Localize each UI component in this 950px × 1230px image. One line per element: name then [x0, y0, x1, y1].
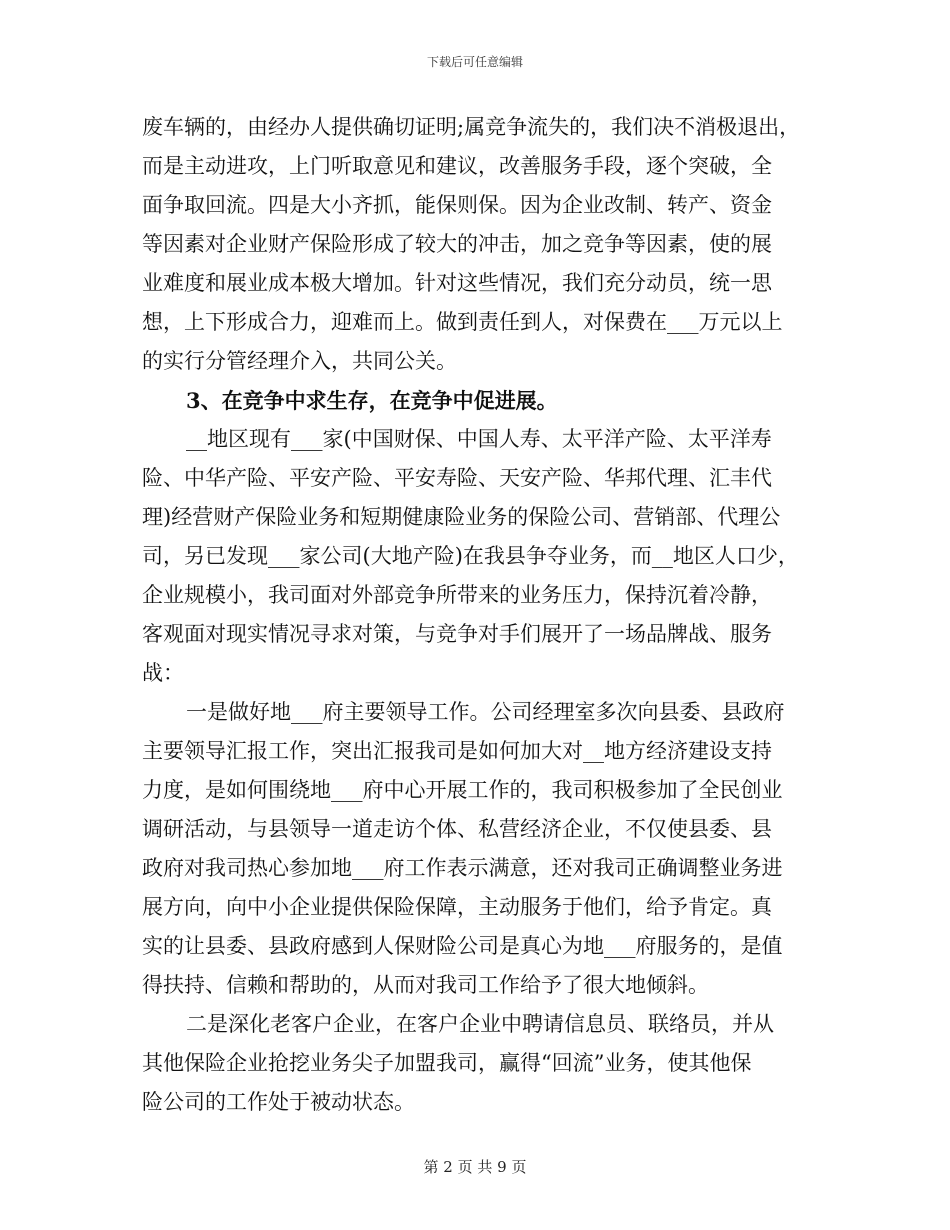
text-line: 等因素对企业财产保险形成了较大的冲击，加之竞争等因素，使的展	[142, 232, 772, 256]
text-line: 战：	[142, 661, 184, 685]
header-note: 下载后可任意编辑	[426, 55, 523, 69]
text-line: 司，另已发现___家公司(大地产险)在我县争夺业务，而__地区人口少，	[142, 544, 799, 568]
text-line: 想，上下形成合力，迎难而上。做到责任到人，对保费在___万元以上	[142, 310, 783, 334]
body-text	[142, 108, 822, 1122]
text-line: 险、中华产险、平安产险、平安寿险、天安产险、华邦代理、汇丰代	[142, 466, 772, 490]
text-line: 主要领导汇报工作，突出汇报我司是如何加大对__地方经济建设支持	[142, 739, 772, 763]
text-line: 调研活动，与县领导一道走访个体、私营经济企业，不仅使县委、县	[142, 817, 772, 841]
text-line: 的实行分管经理介入，共同公关。	[142, 349, 457, 373]
text-line: 其他保险企业抢挖业务尖子加盟我司，赢得“回流”业务，使其他保	[142, 1051, 752, 1075]
text-line: 力度，是如何围绕地___府中心开展工作的，我司积极参加了全民创业	[142, 778, 783, 802]
text-line: 实的让县委、县政府感到人保财险公司是真心为地___府服务的，是值	[142, 934, 783, 958]
page-number: 第 2 页 共 9 页	[423, 1158, 527, 1176]
text-line: 客观面对现实情况寻求对策，与竞争对手们展开了一场品牌战、服务	[142, 622, 772, 646]
section-heading: 3、在竞争中求生存，在竞争中促进展。	[186, 388, 558, 413]
text-line: 企业规模小，我司面对外部竞争所带来的业务压力，保持沉着冷静，	[142, 583, 772, 607]
text-line: 政府对我司热心参加地___府工作表示满意，还对我司正确调整业务进	[142, 856, 783, 880]
text-line: __地区现有___家(中国财保、中国人寿、太平洋产险、太平洋寿	[186, 427, 772, 451]
text-line: 业难度和展业成本极大增加。针对这些情况，我们充分动员，统一思	[142, 271, 772, 295]
text-line: 面争取回流。四是大小齐抓，能保则保。因为企业改制、转产、资金	[142, 193, 772, 217]
text-line: 废车辆的，由经办人提供确切证明;属竞争流失的，我们决不消极退出，	[142, 115, 801, 139]
text-line: 而是主动进攻，上门听取意见和建议，改善服务手段，逐个突破，全	[142, 154, 772, 178]
text-line: 理)经营财产保险业务和短期健康险业务的保险公司、营销部、代理公	[142, 505, 781, 529]
text-line: 险公司的工作处于被动状态。	[142, 1090, 415, 1114]
text-line: 一是做好地___府主要领导工作。公司经理室多次向县委、县政府	[186, 700, 785, 724]
text-line: 得扶持、信赖和帮助的，从而对我司工作给予了很大地倾斜。	[142, 973, 709, 997]
text-line: 二是深化老客户企业，在客户企业中聘请信息员、联络员，并从	[186, 1012, 774, 1036]
text-line: 展方向，向中小企业提供保险保障，主动服务于他们，给予肯定。真	[142, 895, 772, 919]
